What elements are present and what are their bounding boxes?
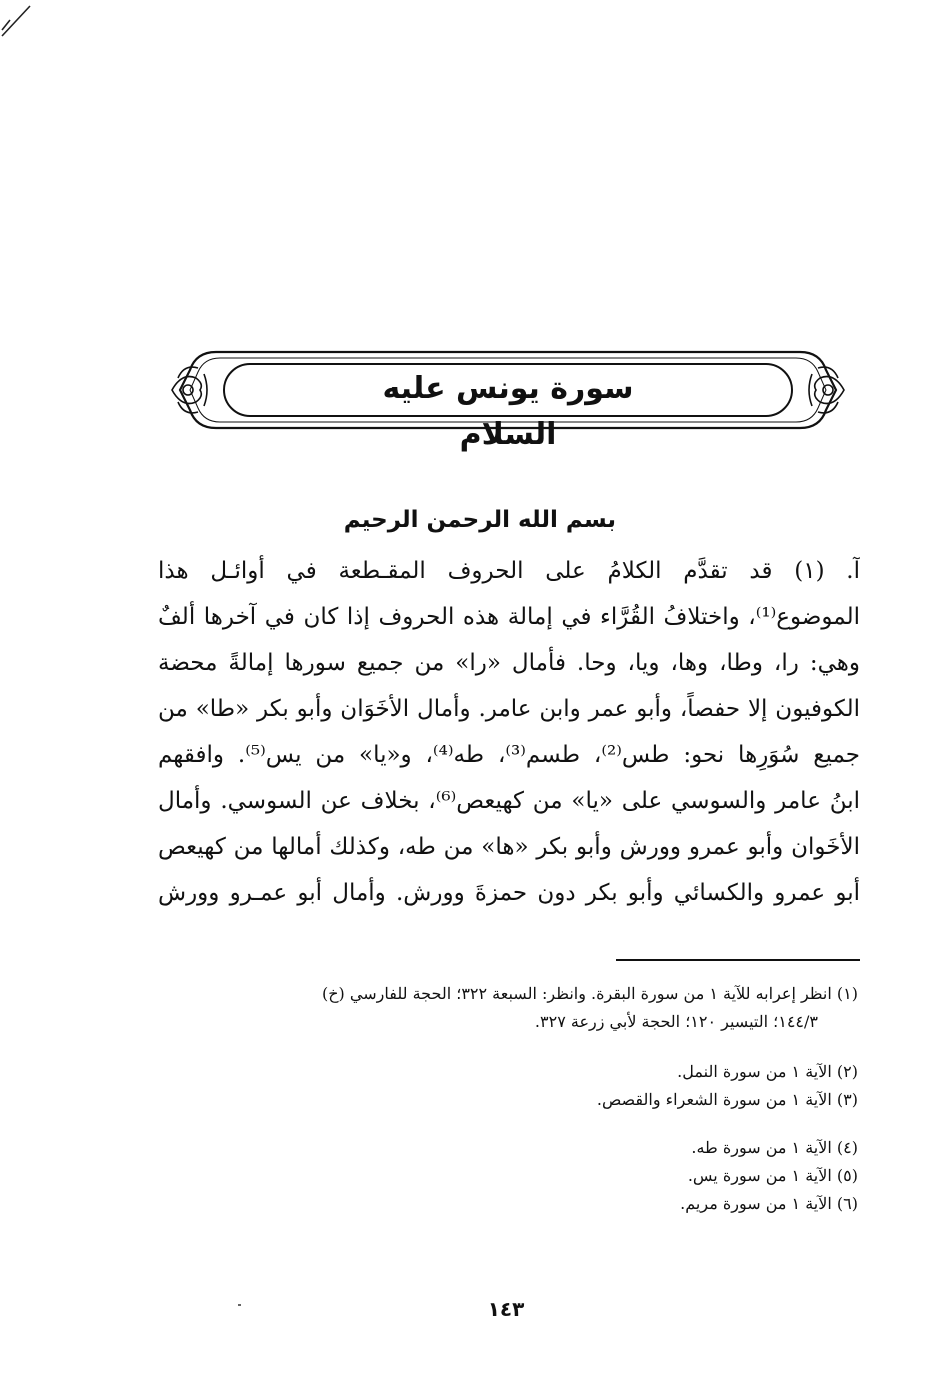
text-line: ابنُ عامر والسوسي على «يا» من كهيعص⁽⁶⁾، بخلاف عن السوسي. وأمال [158,788,860,814]
scan-corner-mark [0,0,40,40]
surah-title: سورة يونس عليه السلام [382,371,634,452]
page-number: ١٤٣ [487,1297,525,1321]
footnote-6: (٦) الآية ١ من سورة مريم. [680,1194,858,1213]
footnote-4: (٤) الآية ١ من سورة طه. [691,1138,858,1157]
footnote-3: (٣) الآية ١ من سورة الشعراء والقصص. [596,1090,858,1109]
surah-title-frame [164,344,852,452]
text-line: وهي: را، وطا، وها، ويا، وحا. فأمال «را» من جميع سورها إمالةً محضة [158,650,860,676]
text-line: الأخَوان وأبو عمرو وورش وأبو بكر «ها» من طه، وكذلك أمالها من كهيعص [158,834,860,860]
footnote-2: (٢) الآية ١ من سورة النمل. [677,1062,858,1081]
main-text-body [158,548,860,916]
footnote-1: (١) انظر إعرابه للآية ١ من سورة البقرة. وانظر: السبعة ٣٢٢؛ الحجة للفارسي (خ) [321,984,858,1003]
text-line: آ. (١) قد تقدَّم الكلامُ على الحروف المقـطعة في أوائـل هذا [158,558,860,584]
text-line: الموضوع⁽¹⁾، واختلافُ القُرَّاء في إمالة هذه الحروف إذا كان في آخرها ألفٌ [158,604,860,630]
text-line: جميع سُوَرِها نحو: طس⁽²⁾، طسم⁽³⁾، طه⁽⁴⁾، و«يا» من يس⁽⁵⁾. وافقهم [158,742,860,768]
footnote-5: (٥) الآية ١ من سورة يس. [687,1166,858,1185]
footnotes-section [150,980,858,1218]
footnote-separator [616,959,860,961]
scan-speck [238,1304,241,1306]
basmala-heading: بسم الله الرحمن الرحيم [343,507,616,533]
text-line: الكوفيون إلا حفصاً، وأبو عمر وابن عامر. وأمال الأخَوَان وأبو بكر «طا» من [158,696,860,722]
text-line: أبو عمرو والكسائي وأبو بكر دون حمزةَ وورش. وأمال أبو عمـرو وورش [158,880,860,906]
footnote-1-continuation: ١٤٤/٣؛ التيسير ١٢٠؛ الحجة لأبي زرعة ٣٢٧. [534,1012,818,1031]
